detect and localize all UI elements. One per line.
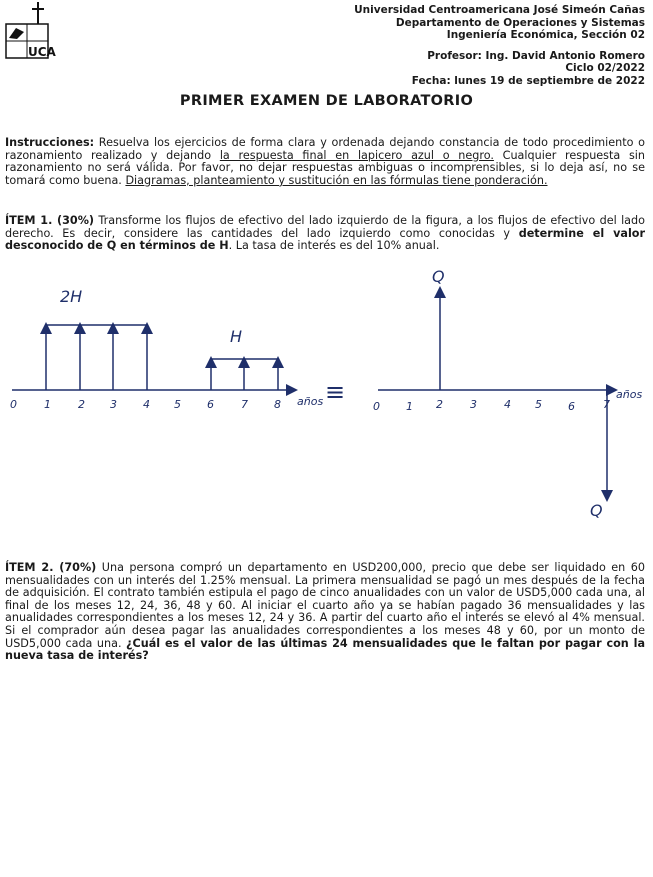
professor-name: Profesor: Ing. David Antonio Romero [427, 49, 645, 62]
right-cash-flow-diagram [378, 292, 612, 496]
instructions-text-1: Resuelva los ejercicios de forma clara y ordenada dejando constancia de todo procedimiento o razonamiento realizado y dejando [5, 136, 645, 162]
university-name: Universidad Centroamericana José Simeón Cañas [354, 4, 645, 16]
logo-text: UCA [28, 45, 56, 59]
left-axis-label: años [297, 395, 324, 408]
label-q-up: Q [432, 267, 445, 286]
item-2 [5, 562, 645, 663]
right-tick-6: 6 [568, 400, 575, 413]
right-tick-2: 2 [436, 398, 443, 411]
course-name: Ingeniería Económica, Sección 02 [446, 29, 645, 41]
left-tick-2: 2 [78, 398, 85, 411]
instructions-underline-1: la respuesta final en lapicero azul o negro. [219, 148, 494, 162]
item-1-text-1: Transforme los flujos de efectivo del lado izquierdo de la figura, a los flujos de efectivo del lado derecho. Es decir, considere las cantidades del lado izquierdo como conocidas y [5, 214, 645, 240]
right-tick-labels [373, 388, 642, 413]
right-tick-0: 0 [373, 400, 380, 413]
left-tick-7: 7 [241, 398, 248, 411]
right-tick-4: 4 [504, 398, 511, 411]
label-h: H [230, 327, 243, 346]
right-tick-7: 7 [603, 398, 610, 411]
instructions-label: Instrucciones: [5, 136, 95, 149]
item-2-label: ÍTEM 2. (70%) [5, 561, 97, 574]
left-tick-1: 1 [44, 398, 51, 411]
right-tick-5: 5 [535, 398, 542, 411]
left-tick-3: 3 [110, 398, 117, 411]
item-1-bold: determine el valor desconocido de Q en términos de H [5, 226, 646, 253]
equivalence-sign: ≡ [325, 378, 346, 406]
cash-flow-diagrams [0, 262, 653, 532]
label-q-down: Q [590, 501, 603, 520]
instructions-text-2: Cualquier respuesta sin razonamiento no será válida. Por favor, no dejar respuestas ambiguas o incomprensibles, si lo deja así, no se tomará como buena. [5, 148, 645, 187]
item-2-bold: ¿Cuál es el valor de las últimas 24 mensualidades que le faltan por pagar con la nueva tasa de interés? [5, 636, 645, 663]
left-tick-6: 6 [207, 398, 214, 411]
department-name: Departamento de Operaciones y Sistemas [395, 16, 645, 29]
left-cash-flow-diagram [12, 325, 292, 390]
uca-logo [4, 2, 56, 60]
left-tick-labels [10, 395, 323, 411]
left-tick-0: 0 [10, 398, 17, 411]
right-axis-label: años [616, 388, 643, 401]
exam-title: PRIMER EXAMEN DE LABORATORIO [179, 93, 474, 109]
exam-header [354, 4, 645, 87]
item-2-text-1: Una persona compró un departamento en USD200,000, precio que debe ser liquidado en 60 mensualidades con un interés del 1.25% mensual. La primera mensualidad se pagó un mes después de la fecha de adquisición. El contrato también estipula el pago de cinco anualidades con un valor de USD5,000 cada una, al final de los meses 12, 24, 36, 48 y 60. Al iniciar el cuarto año ya se habían pagado 36 mensualidades y las anualidades correspondientes a los meses 12, 24 y 36. A partir del cuarto año el interés se elevó al 4% mensual. Si el comprador aún desea pagar las anualidades correspondientes a los meses 48 y 60, por un monto de USD5,000 cada una. [5, 561, 645, 650]
item-1 [5, 215, 645, 253]
exam-date: Fecha: lunes 19 de septiembre de 2022 [411, 74, 645, 87]
item-1-label: ÍTEM 1. (30%) [5, 214, 95, 227]
instructions-underline-2: Diagramas, planteamiento y sustitución en las fórmulas tiene ponderación. [125, 173, 548, 187]
left-tick-8: 8 [274, 398, 281, 411]
left-tick-5: 5 [174, 398, 181, 411]
left-tick-4: 4 [143, 398, 150, 411]
cycle: Ciclo 02/2022 [565, 62, 645, 74]
instructions [5, 137, 645, 187]
right-tick-1: 1 [406, 400, 413, 413]
label-2h: 2H [60, 287, 83, 306]
item-1-text-2: . La tasa de interés es del 10% anual. [228, 239, 440, 253]
right-tick-3: 3 [470, 398, 477, 411]
